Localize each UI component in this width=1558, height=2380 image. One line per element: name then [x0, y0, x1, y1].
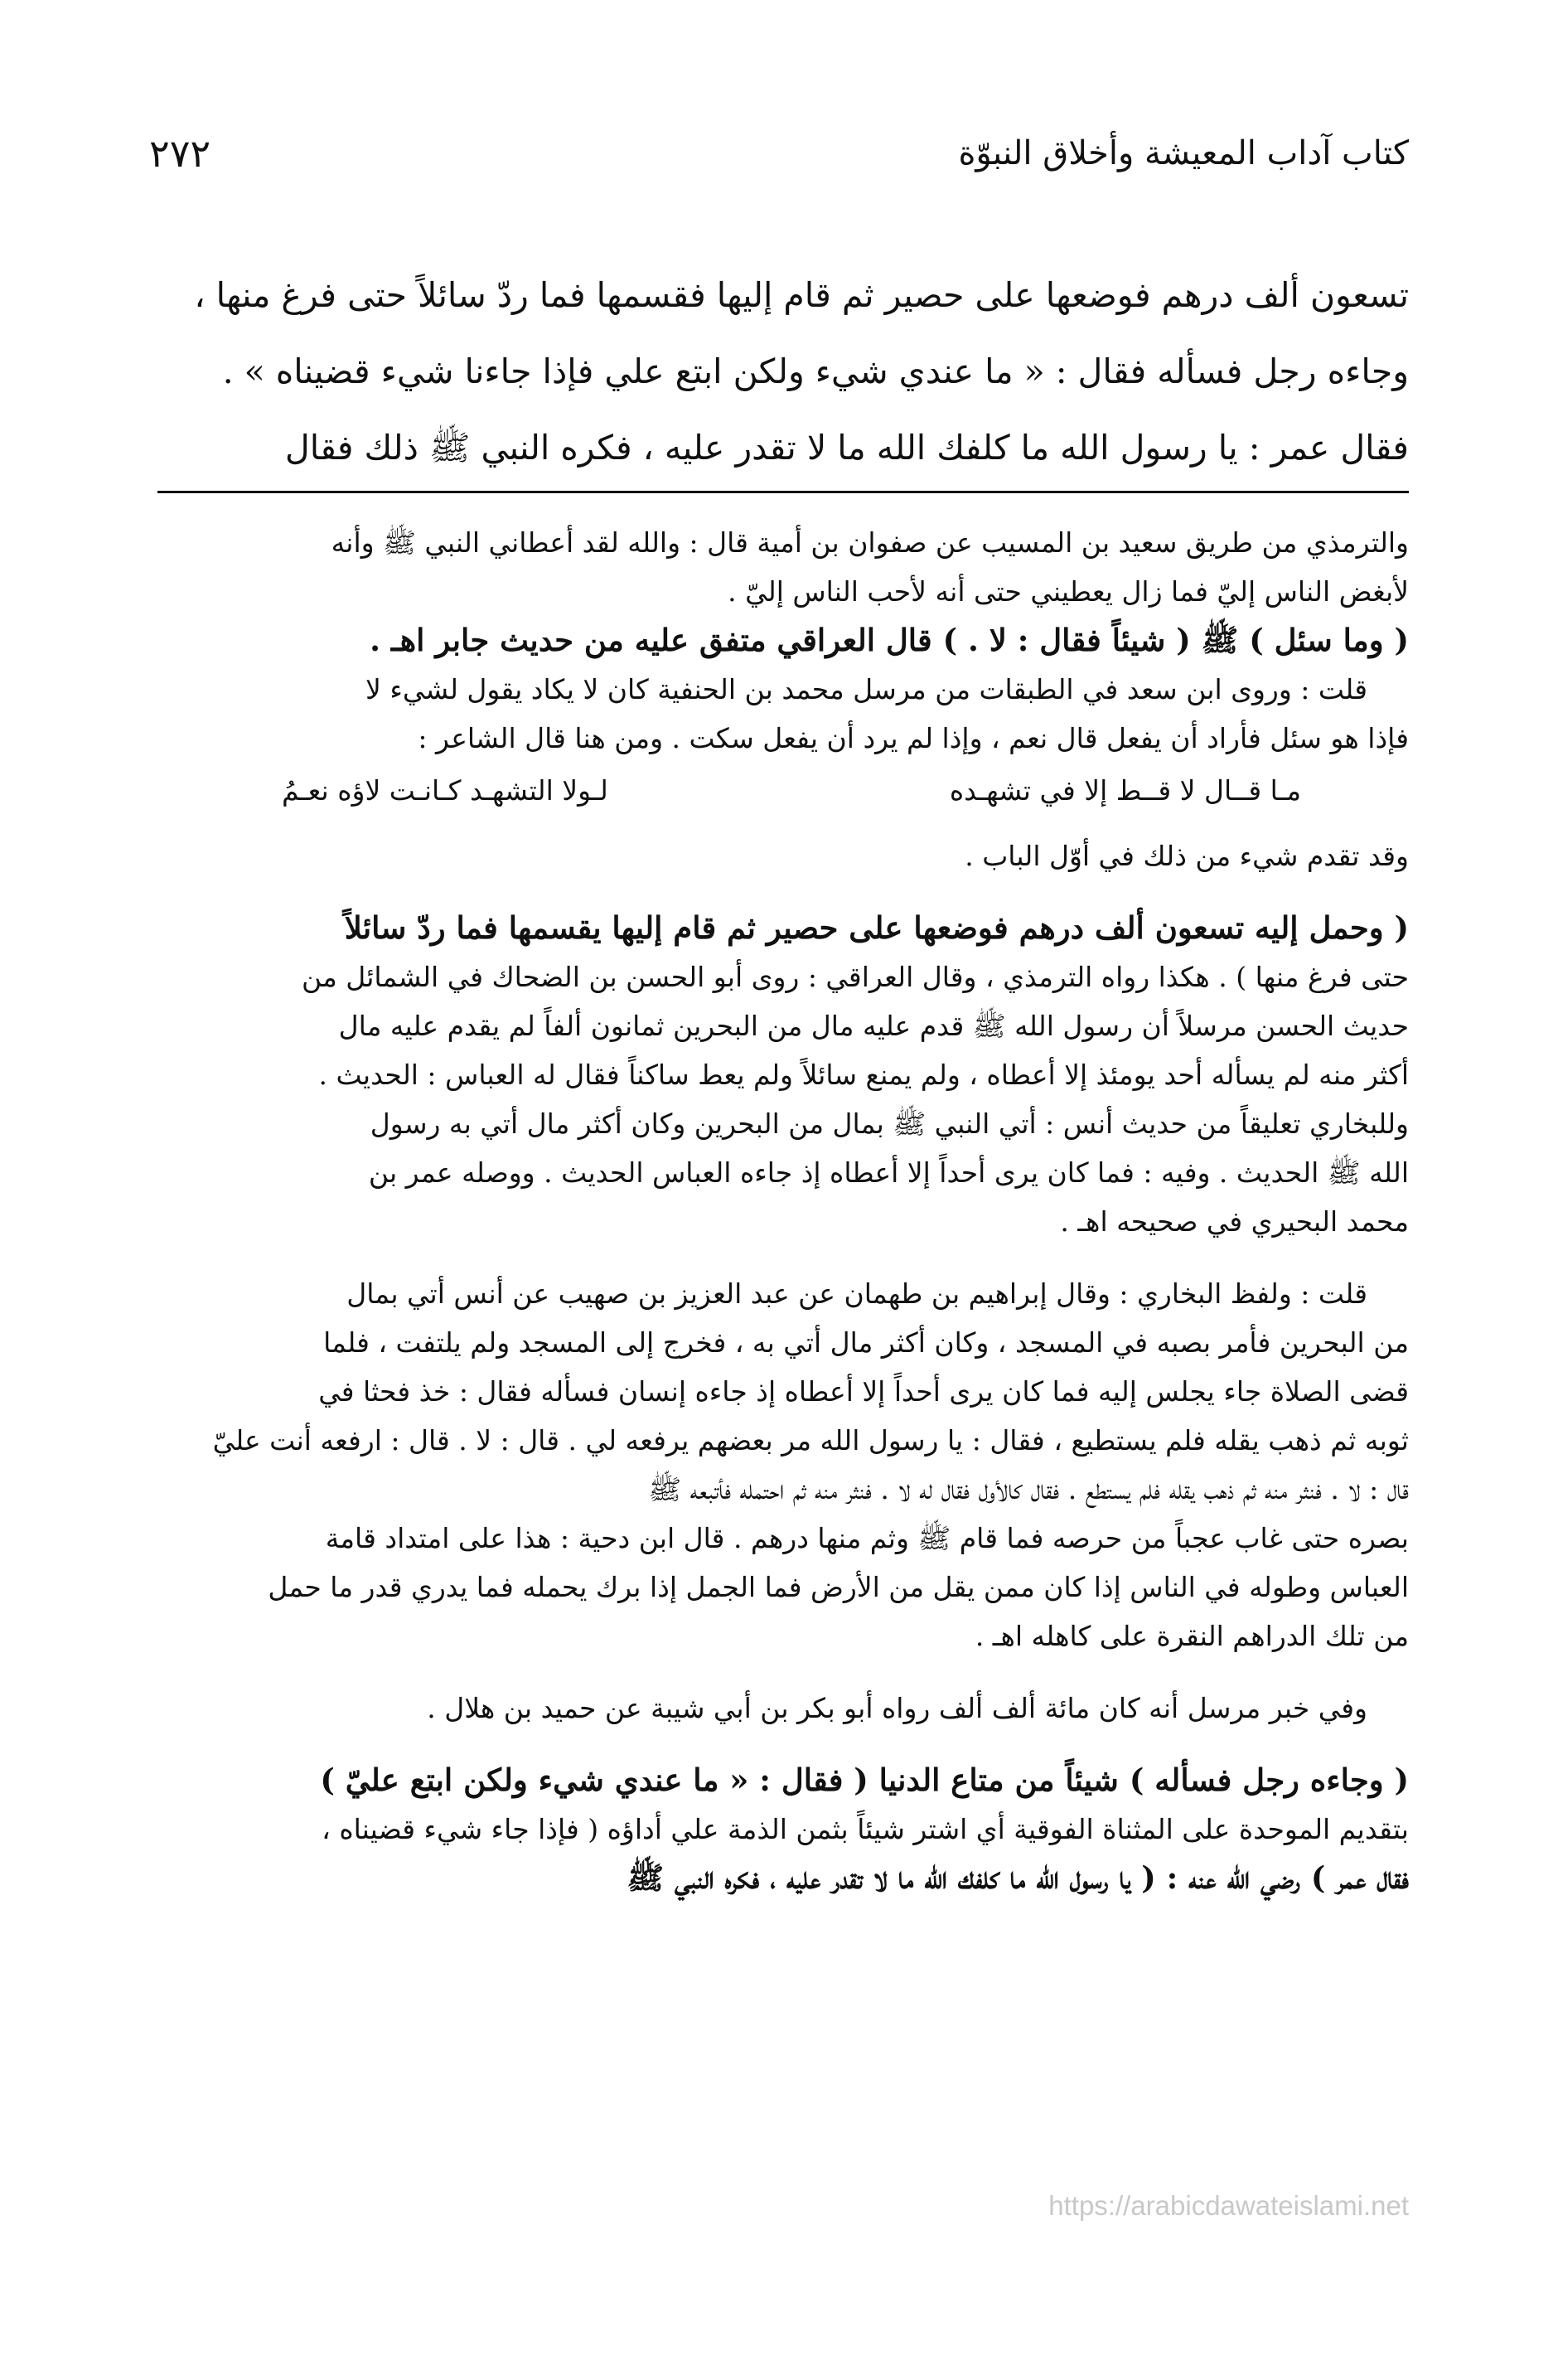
verse-second-hemistich: لـولا التشهـد كـانـت لاؤه نعـمُ	[282, 774, 608, 807]
commentary-line: بتقديم الموحدة على المثناة الفوقية أي اشتر شيئاً بثمن الذمة علي أداؤه ( فإذا جاء شيء قضيناه ،	[322, 1813, 1409, 1845]
commentary-line: من تلك الدراهم النقرة على كاهله اهـ .	[975, 1620, 1409, 1652]
commentary-line: قلت : ولفظ البخاري : وقال إبراهيم بن طهمان عن عبد العزيز بن صهيب عن أنس أتي بمال	[346, 1277, 1367, 1310]
commentary-line: والترمذي من طريق سعيد بن المسيب عن صفوان بن أمية قال : والله لقد أعطاني النبي ﷺ وأنه	[331, 526, 1409, 559]
commentary-line: وقد تقدم شيء من ذلك في أوّل الباب .	[965, 840, 1409, 872]
main-line: فقال عمر : يا رسول الله ما كلفك الله ما لا تقدر عليه ، فكره النبي ﷺ ذلك فقال	[284, 428, 1409, 468]
commentary-line: قال : لا . فنثر منه ثم ذهب يقله فلم يستطع . فقال كالأول فقال له لا . فنثر منه ثم احتمله فأتبعه ﷺ	[648, 1473, 1409, 1505]
commentary-line: قضى الصلاة جاء يجلس إليه فما كان يرى أحداً إلا أعطاه إذ جاءه إنسان فسأله فقال : خذ فحثا في	[318, 1375, 1409, 1408]
commentary-line: فقال عمر ) رضي الله عنه : ( يا رسول الله ما كلفك الله ما لا تقدر عليه ، فكره النبي ﷺ	[627, 1859, 1409, 1896]
commentary-line: أكثر منه لم يسأله أحد يومئذ إلا أعطاه ، ولم يمنع سائلاً ولم يعط ساكناً فقال له العباس : الحديث .	[318, 1059, 1409, 1091]
commentary-line: وفي خبر مرسل أنه كان مائة ألف ألف رواه أبو بكر بن أبي شيبة عن حميد بن هلال .	[427, 1692, 1367, 1724]
poem-verse	[157, 766, 1409, 815]
commentary-line: حديث الحسن مرسلاً أن رسول الله ﷺ قدم عليه مال من البحرين ثمانون ألفاً لم يقدم عليه مال	[338, 1010, 1409, 1042]
commentary-line: ( وجاءه رجل فسأله ) شيئاً من متاع الدنيا ( فقال : « ما عندي شيء ولكن ابتع عليّ )	[320, 1762, 1409, 1798]
commentary-line: قلت : وروى ابن سعد في الطبقات من مرسل محمد بن الحنفية كان لا يكاد يقول لشيء لا	[365, 673, 1367, 705]
commentary-line: بصره حتى غاب عجباً من حرصه فما قام ﷺ وثم منها درهم . قال ابن دحية : هذا على امتداد قامة	[325, 1522, 1409, 1554]
page-header	[149, 124, 1409, 182]
commentary-line: الله ﷺ الحديث . وفيه : فما كان يرى أحداً إلا أعطاه إذ جاءه العباس الحديث . ووصله عمر بن	[368, 1156, 1409, 1189]
page-number: ٢٧٢	[149, 131, 211, 176]
main-line: تسعون ألف درهم فوضعها على حصير ثم قام إليها فقسمها فما ردّ سائلاً حتى فرغ منها ،	[194, 275, 1409, 315]
commentary-line: ( وحمل إليه تسعون ألف درهم فوضعها على حصير ثم قام إليها يقسمها فما ردّ سائلاً	[344, 909, 1409, 946]
commentary-line: لأبغض الناس إليّ فما زال يعطيني حتى أنه لأحب الناس إليّ .	[728, 575, 1409, 608]
commentary-line: ( وما سئل ) ﷺ ( شيئاً فقال : لا . ) قال العراقي متفق عليه من حديث جابر اهـ .	[370, 622, 1409, 658]
commentary	[157, 518, 1409, 1903]
separator-rule	[157, 491, 1409, 493]
book-title: كتاب آداب المعيشة وأخلاق النبوّة	[958, 134, 1409, 172]
paragraph-gap	[157, 1733, 1409, 1756]
main-text	[157, 257, 1409, 486]
commentary-line: حتى فرغ منها ) . هكذا رواه الترمذي ، وقال العراقي : روى أبو الحسن بن الضحاك في الشمائل من	[301, 961, 1409, 993]
paragraph-gap	[157, 1660, 1409, 1684]
paragraph-gap	[157, 1246, 1409, 1269]
commentary-line: فإذا هو سئل فأراد أن يفعل قال نعم ، وإذا لم يرد أن يفعل سكت . ومن هنا قال الشاعر :	[418, 722, 1409, 754]
main-line: وجاءه رجل فسأله فقال : « ما عندي شيء ولكن ابتع علي فإذا جاءنا شيء قضيناه » .	[222, 351, 1409, 391]
verse-first-hemistich: مـا قــال لا قــط إلا في تشهـده	[949, 774, 1301, 807]
commentary-line: من البحرين فأمر بصبه في المسجد ، وكان أكثر مال أتي به ، فخرج إلى المسجد ولم يلتفت ، فلما	[323, 1326, 1409, 1359]
commentary-line: محمد البحيري في صحيحه اهـ .	[1060, 1205, 1409, 1238]
website-watermark: https://arabicdawateislami.net	[1048, 2190, 1409, 2221]
commentary-line: وللبخاري تعليقاً من حديث أنس : أتي النبي ﷺ بمال من البحرين وكان أكثر مال أتي به رسول	[370, 1108, 1409, 1140]
paragraph-gap	[157, 880, 1409, 904]
commentary-line: ثوبه ثم ذهب يقله فلم يستطيع ، فقال : يا رسول الله مر بعضهم يرفعه لي . قال : لا . قال : ارفعه أنت عليّ	[212, 1424, 1409, 1457]
commentary-line: العباس وطوله في الناس إذا كان ممن يقل من الأرض فما الجمل إذا برك يحمله فما يدري قدر ما حمل	[268, 1571, 1409, 1603]
